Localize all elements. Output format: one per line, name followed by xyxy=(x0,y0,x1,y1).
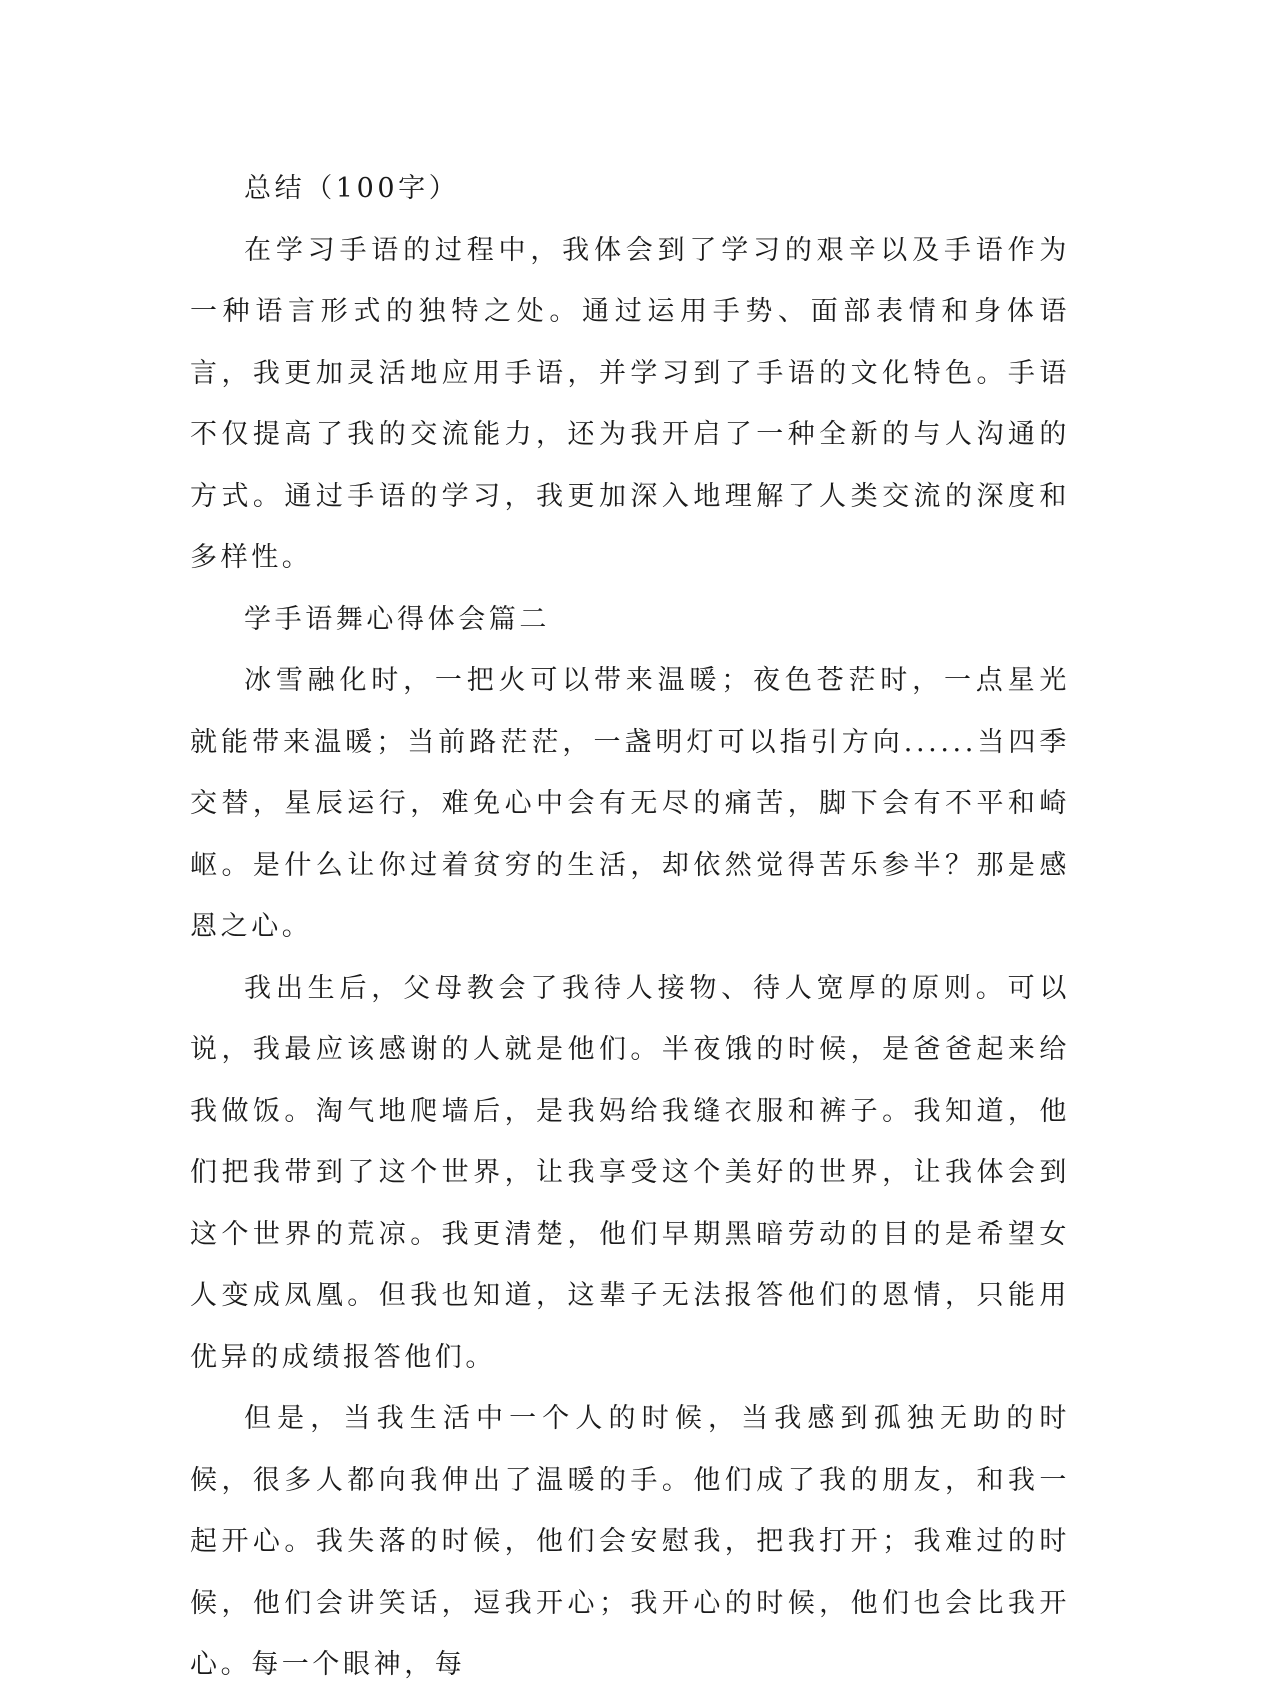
document-body xyxy=(190,158,1070,1696)
section-heading: 学手语舞心得体会篇二 xyxy=(244,603,550,635)
summary-paragraph: 在学习手语的过程中，我体会到了学习的艰辛以及手语作为一种语言形式的独特之处。通过运用手势、面部表情和身体语言，我更加灵活地应用手语，并学习到了手语的文化特色。手语不仅提高了我的交流能力，还为我开启了一种全新的与人沟通的方式。通过手语的学习，我更加深入地理解了人类交流的深度和多样性。 xyxy=(190,234,1070,573)
body-paragraph: 我出生后，父母教会了我待人接物、待人宽厚的原则。可以说，我最应该感谢的人就是他们。半夜饿的时候，是爸爸起来给我做饭。淘气地爬墙后，是我妈给我缝衣服和裤子。我知道，他们把我带到了这个世界，让我享受这个美好的世界，让我体会到这个世界的荒凉。我更清楚，他们早期黑暗劳动的目的是希望女人变成凤凰。但我也知道，这辈子无法报答他们的恩情，只能用优异的成绩报答他们。 xyxy=(190,972,1070,1373)
summary-heading: 总结（100字） xyxy=(244,173,460,204)
body-paragraph: 但是，当我生活中一个人的时候，当我感到孤独无助的时候，很多人都向我伸出了温暖的手。他们成了我的朋友，和我一起开心。我失落的时候，他们会安慰我，把我打开；我难过的时候，他们会讲笑话，逗我开心；我开心的时候，他们也会比我开心。每一个眼神，每 xyxy=(190,1403,1070,1680)
body-paragraph: 冰雪融化时，一把火可以带来温暖；夜色苍茫时，一点星光就能带来温暖；当前路茫茫，一盏明灯可以指引方向......当四季交替，星辰运行，难免心中会有无尽的痛苦，脚下会有不平和崎岖。是什么让你过着贫穷的生活，却依然觉得苦乐参半？那是感恩之心。 xyxy=(190,665,1070,942)
